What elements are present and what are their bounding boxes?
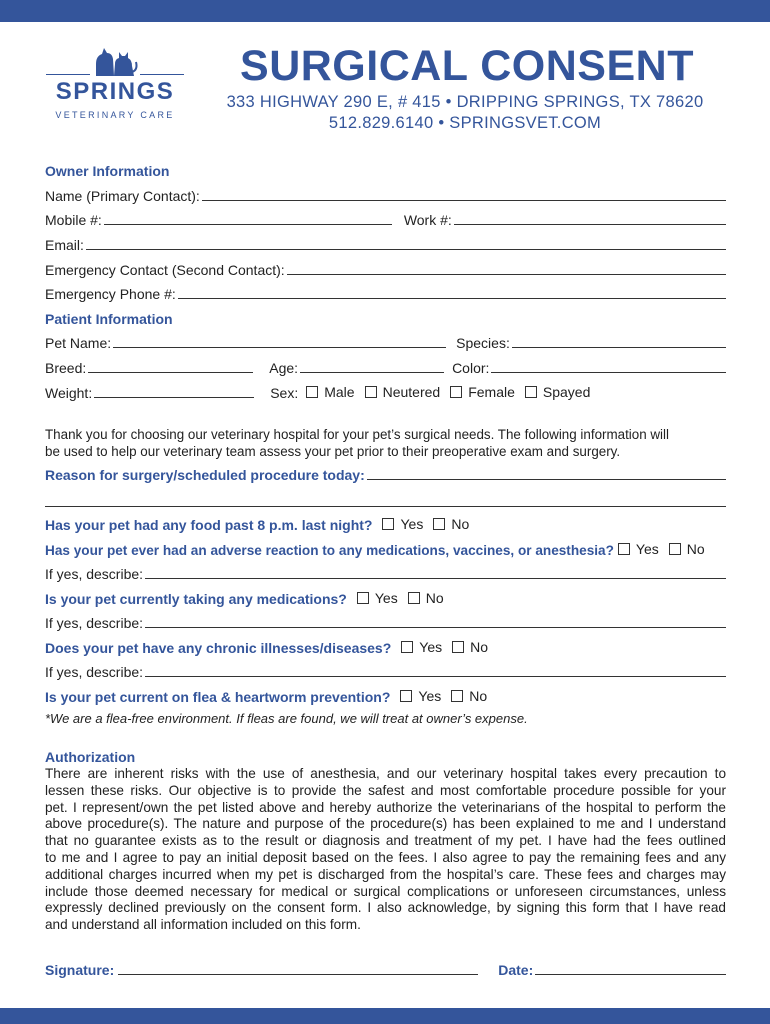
chronic-describe-row — [45, 664, 726, 680]
authorization-line: include those deemed necessary for medical or surgical complications or unforeseen circumstances, unless — [45, 883, 726, 899]
email-row — [45, 237, 726, 253]
describe-label: If yes, describe: — [45, 664, 144, 680]
signature-label: Signature: — [45, 962, 115, 978]
checkbox-icon[interactable] — [306, 386, 318, 398]
email-label: Email: — [45, 237, 84, 253]
medications-no-option[interactable]: No — [408, 590, 444, 606]
mobile-field[interactable] — [104, 223, 392, 225]
reaction-no-option[interactable]: No — [669, 541, 705, 557]
color-label: Color: — [452, 360, 490, 376]
chronic-question: Does your pet have any chronic illnesses/diseases? — [45, 640, 392, 656]
chronic-no-option[interactable]: No — [452, 639, 488, 655]
age-field[interactable] — [300, 371, 444, 373]
sex-option-spayed[interactable]: Spayed — [525, 384, 590, 400]
checkbox-icon[interactable] — [669, 543, 681, 555]
describe-label: If yes, describe: — [45, 615, 144, 631]
authorization-line: additional charges incurred when my pet is discharged from the hospital’s care. These fees and charges may — [45, 866, 726, 882]
contact-line: 512.829.6140 • SPRINGSVET.COM — [328, 114, 602, 132]
work-field[interactable] — [454, 223, 726, 225]
checkbox-icon[interactable] — [525, 386, 537, 398]
name-label: Name (Primary Contact): — [45, 188, 200, 204]
signature-field[interactable] — [118, 973, 478, 975]
reaction-describe-field[interactable] — [145, 577, 726, 579]
flea-yes-option[interactable]: Yes — [400, 688, 441, 704]
medications-describe-field[interactable] — [145, 626, 726, 628]
authorization-line: and understand all information included on this form. — [45, 917, 361, 933]
reason-field-line-2[interactable] — [45, 506, 726, 507]
checkbox-icon[interactable] — [452, 641, 464, 653]
bottom-banner — [0, 1008, 770, 1024]
checkbox-icon[interactable] — [408, 592, 420, 604]
authorization-line: above procedure(s). The nature and purpose of the procedure(s) has been explained to me and I understand — [45, 816, 726, 832]
email-field[interactable] — [86, 248, 726, 250]
logo-rule-right — [140, 74, 184, 75]
food-yes-option[interactable]: Yes — [382, 516, 423, 532]
emergency-contact-label: Emergency Contact (Second Contact): — [45, 262, 285, 278]
emergency-contact-row — [45, 262, 726, 278]
flea-note: *We are a flea-free environment. If fleas are found, we will treat at owner’s expense. — [45, 711, 528, 726]
logo-name: SPRINGS — [55, 78, 175, 105]
authorization-line: pet. I represent/own the pet listed above and hereby authorize the veterinarians of the hospital to perform the — [45, 799, 726, 815]
weight-sex-row — [45, 384, 726, 401]
checkbox-icon[interactable] — [382, 518, 394, 530]
authorization-line: lessen these risks. Our objective is to provide the safest and most comfortable procedure possible for your — [45, 782, 726, 798]
sex-option-female[interactable]: Female — [450, 384, 515, 400]
checkbox-icon[interactable] — [451, 690, 463, 702]
intro-paragraph — [45, 427, 726, 461]
dog-and-cat-icon — [92, 46, 140, 76]
authorization-paragraph — [45, 766, 726, 934]
pet-name-field[interactable] — [113, 346, 446, 348]
species-label: Species: — [456, 335, 510, 351]
medications-describe-row — [45, 615, 726, 631]
reason-field[interactable] — [367, 478, 726, 480]
color-field[interactable] — [491, 371, 726, 373]
pet-name-row — [45, 335, 726, 351]
patient-info-heading: Patient Information — [45, 311, 173, 327]
checkbox-icon[interactable] — [450, 386, 462, 398]
phone-row — [45, 212, 726, 228]
authorization-line: to me and I agree to pay an initial deposit based on the fees. I also agree to pay the remaining fees and any — [45, 849, 726, 865]
owner-info-heading: Owner Information — [45, 163, 170, 179]
pet-name-label: Pet Name: — [45, 335, 112, 351]
weight-label: Weight: — [45, 385, 93, 401]
chronic-question-row — [45, 639, 726, 656]
checkbox-icon[interactable] — [433, 518, 445, 530]
reaction-yes-option[interactable]: Yes — [618, 541, 659, 557]
weight-field[interactable] — [94, 396, 254, 398]
food-question-row — [45, 516, 726, 533]
signature-row — [45, 962, 726, 978]
sex-label: Sex: — [270, 385, 299, 401]
reaction-describe-row — [45, 566, 726, 582]
medications-question-row — [45, 590, 726, 607]
food-no-option[interactable]: No — [433, 516, 469, 532]
work-label: Work #: — [403, 212, 452, 228]
species-field[interactable] — [512, 346, 726, 348]
checkbox-icon[interactable] — [400, 690, 412, 702]
page-title: SURGICAL CONSENT — [240, 42, 694, 90]
flea-question: Is your pet current on flea & heartworm prevention? — [45, 689, 391, 705]
date-label: Date: — [498, 962, 534, 978]
intro-line: Thank you for choosing our veterinary hospital for your pet’s surgical needs. The following information will — [45, 427, 669, 442]
emergency-phone-field[interactable] — [178, 297, 726, 299]
sex-option-male[interactable]: Male — [306, 384, 354, 400]
reaction-question: Has your pet ever had an adverse reaction to any medications, vaccines, or anesthesia? — [45, 543, 614, 558]
authorization-line: that no guarantee exists as to the result or diagnosis and treatment of my pet. I have had the fees outlined — [45, 833, 726, 849]
medications-yes-option[interactable]: Yes — [357, 590, 398, 606]
sex-option-neutered[interactable]: Neutered — [365, 384, 441, 400]
date-field[interactable] — [535, 973, 726, 975]
intro-line: be used to help our veterinary team assess your pet prior to their preoperative exam and surgery. — [45, 443, 621, 459]
emergency-phone-label: Emergency Phone #: — [45, 286, 176, 302]
flea-question-row — [45, 688, 726, 705]
checkbox-icon[interactable] — [365, 386, 377, 398]
checkbox-icon[interactable] — [357, 592, 369, 604]
checkbox-icon[interactable] — [401, 641, 413, 653]
logo-rule-left — [46, 74, 90, 75]
breed-label: Breed: — [45, 360, 87, 376]
authorization-heading: Authorization — [45, 749, 136, 765]
reason-label: Reason for surgery/scheduled procedure today: — [45, 467, 365, 483]
clinic-logo — [46, 44, 186, 130]
mobile-label: Mobile #: — [45, 212, 102, 228]
name-row — [45, 188, 726, 204]
breed-row — [45, 360, 726, 376]
reason-row — [45, 467, 726, 483]
age-label: Age: — [269, 360, 299, 376]
authorization-line: expressly declined previously on the consent form. I also acknowledge, by signing this form that I have read — [45, 900, 726, 916]
chronic-yes-option[interactable]: Yes — [401, 639, 442, 655]
checkbox-icon[interactable] — [618, 543, 630, 555]
address-line: 333 HIGHWAY 290 E, # 415 • DRIPPING SPRINGS, TX 78620 — [226, 93, 704, 111]
breed-field[interactable] — [88, 371, 253, 373]
logo-subtitle: VETERINARY CARE — [55, 110, 175, 120]
reaction-question-row — [45, 541, 726, 558]
name-field[interactable] — [202, 199, 726, 201]
emergency-contact-field[interactable] — [287, 273, 726, 275]
authorization-line: There are inherent risks with the use of anesthesia, and our veterinary hospital takes every precaution to — [45, 766, 726, 781]
food-question: Has your pet had any food past 8 p.m. last night? — [45, 517, 373, 533]
emergency-phone-row — [45, 286, 726, 302]
medications-question: Is your pet currently taking any medications? — [45, 591, 347, 607]
top-banner — [0, 0, 770, 22]
flea-no-option[interactable]: No — [451, 688, 487, 704]
describe-label: If yes, describe: — [45, 566, 144, 582]
chronic-describe-field[interactable] — [145, 675, 726, 677]
